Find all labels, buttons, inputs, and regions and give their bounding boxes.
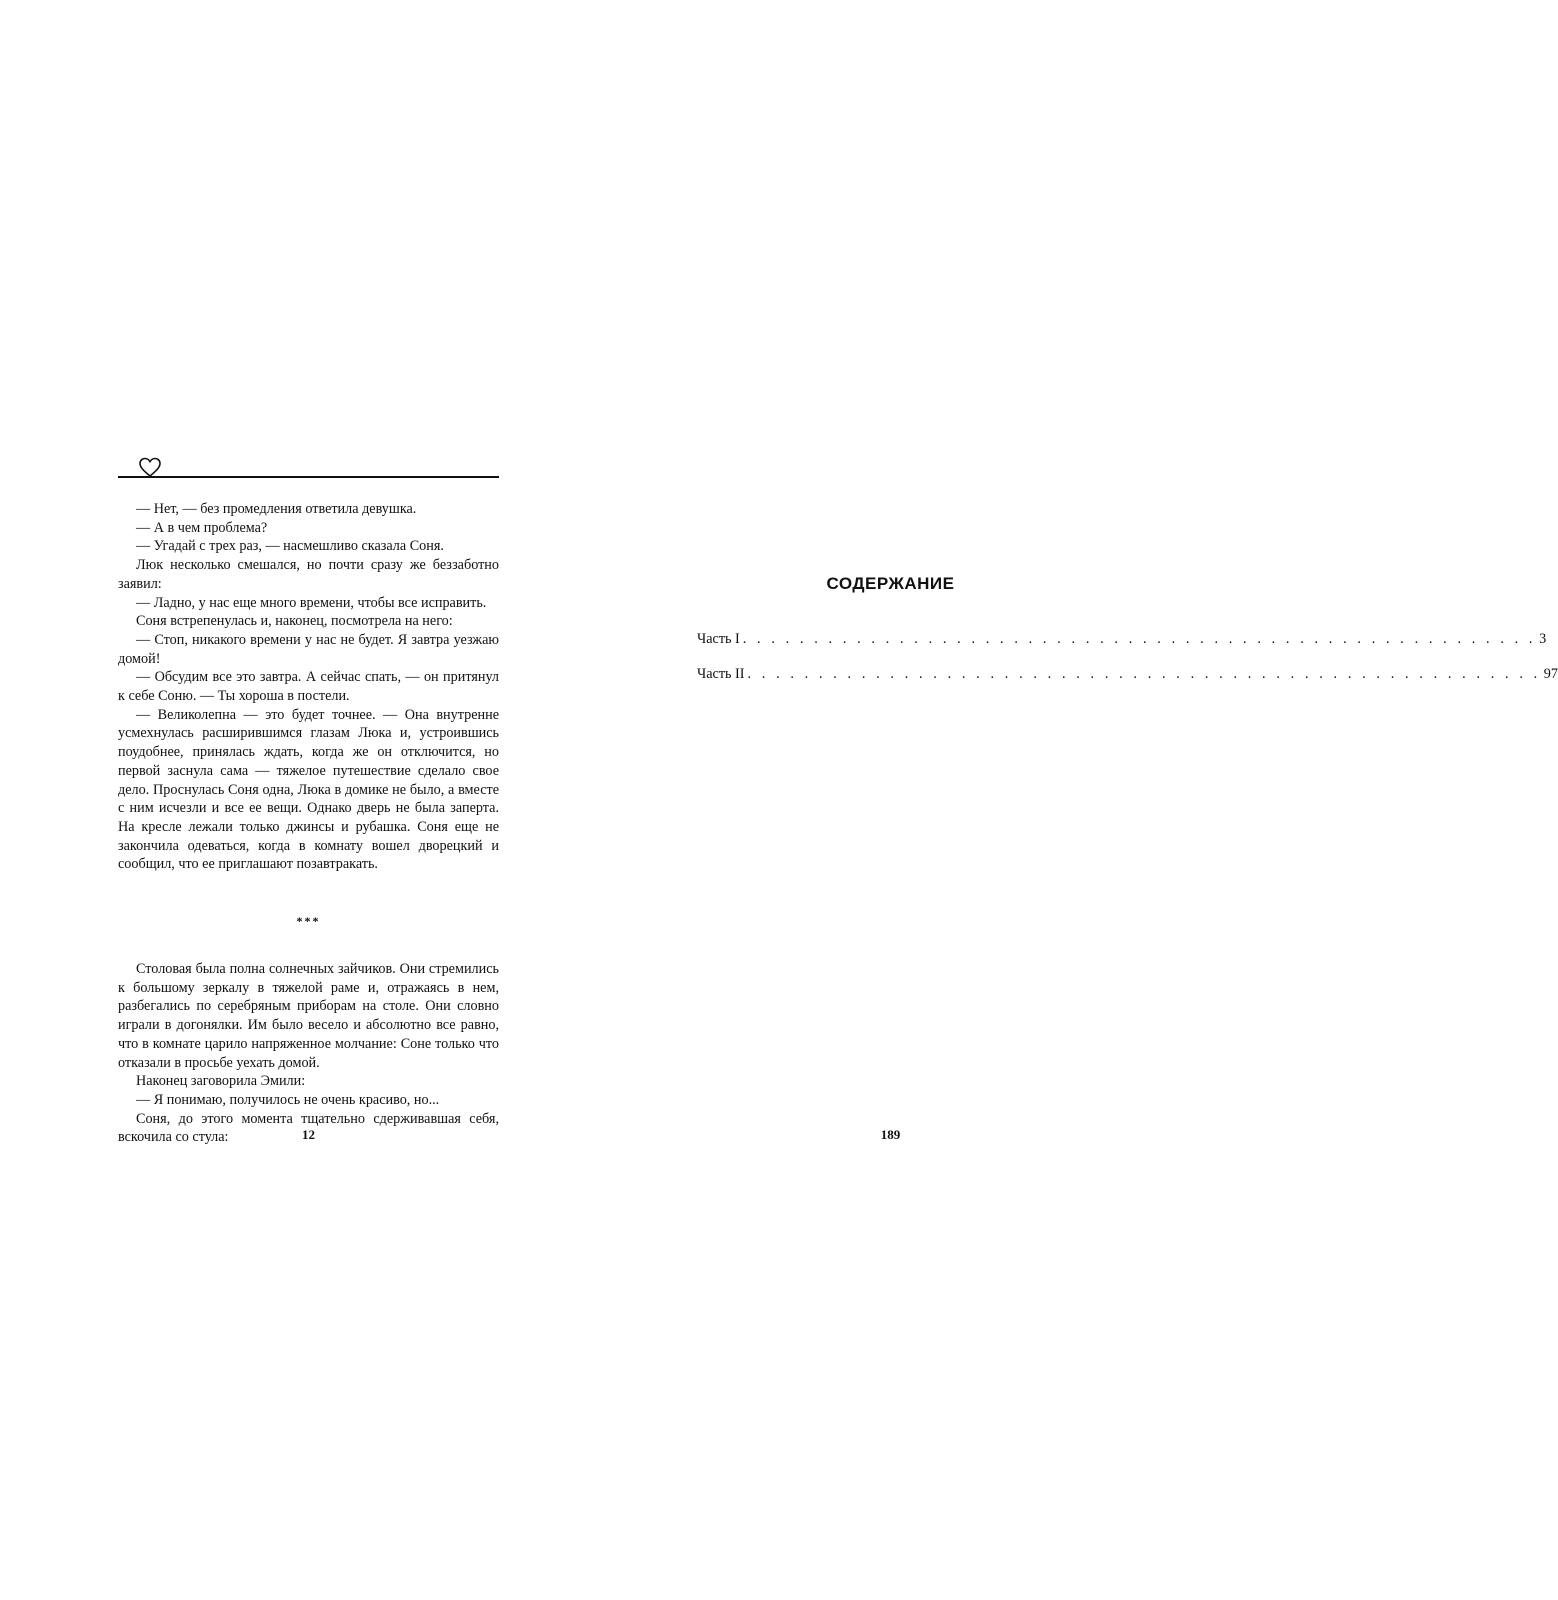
paragraph: — Великолепна — это будет точнее. — Она внутренне усмехнулась расширившимся глазам Люка и, устроившись поудобнее, принялась ждать, когда же он отключится, но первой заснула сама — тяжелое путешествие сделало свое дело. Проснулась Соня одна, Люка в домике не было, а вместе с ним исчезли и все ее вещи. Однако дверь не была заперта. На кресле лежали только джинсы и рубашка. Соня еще не закончила одеваться, когда в комнату вошел дворецкий и сообщил, что ее приглашают позавтракать. — [118, 706, 499, 873]
paragraph: — Угадай с трех раз, — насмешливо сказала Соня. — [136, 538, 444, 555]
paragraph: — Нет, — без промедления ответила девушка. — [136, 501, 417, 517]
toc-entry-page: 97 — [1543, 666, 1558, 682]
paragraph: Столовая была полна солнечных зайчиков. Они стремились к большому зеркалу в тяжелой раме и, отражаясь в нем, разбегались по серебряным приборам на столе. Они словно играли в догонялки. Им было весело и абсолютно все равно, что в комнате царило напряженное молчание: Соне только что отказали в просьбе уехать домой. — [118, 961, 499, 1071]
body-text — [118, 500, 499, 874]
heart-icon — [138, 456, 162, 478]
page-number: 189 — [880, 1127, 901, 1142]
toc-title: СОДЕРЖАНИЕ — [826, 574, 955, 593]
paragraph: Соня, до этого момента тщательно сдерживавшая себя, вскочила со стула: — [118, 1110, 499, 1146]
toc-entry-label: Часть I — [697, 631, 740, 647]
toc-leader-dots: . . . . . . . . . . . . . . . . . . . . . . . . . . . . . . . . . . . . . . . . . . . . . . . . . . . . . . . . — [747, 666, 1541, 682]
toc-entry-label: Часть II — [697, 666, 745, 682]
paragraph: — Стоп, никакого времени у нас не будет. Я завтра уезжаю домой! — [118, 631, 499, 667]
toc-entry-page: 3 — [1539, 631, 1547, 647]
paragraph: Соня встрепенулась и, наконец, посмотрела на него: — [136, 613, 453, 630]
paragraph: Наконец заговорила Эмили: — [136, 1073, 306, 1090]
paragraph: Люк несколько смешался, но почти сразу же беззаботно заявил: — [118, 557, 499, 592]
toc-entry[interactable] — [697, 631, 1547, 648]
page-number: 12 — [302, 1127, 315, 1142]
toc-entry[interactable] — [697, 666, 1558, 683]
section-separator: *** — [296, 914, 321, 928]
header-rule — [118, 476, 499, 478]
paragraph: — Ладно, у нас еще много времени, чтобы все исправить. — [136, 594, 487, 611]
toc-leader-dots: . . . . . . . . . . . . . . . . . . . . . . . . . . . . . . . . . . . . . . . . . . . . . . . . . . . . . . . . — [742, 631, 1537, 647]
paragraph: — Я понимаю, получилось не очень красиво, но... — [136, 1091, 440, 1108]
body-text-continued — [118, 960, 499, 1147]
paragraph: — А в чем проблема? — [136, 519, 268, 536]
paragraph: — Обсудим все это завтра. А сейчас спать, — он притянул к себе Соню. — Ты хороша в постели. — [118, 669, 499, 705]
